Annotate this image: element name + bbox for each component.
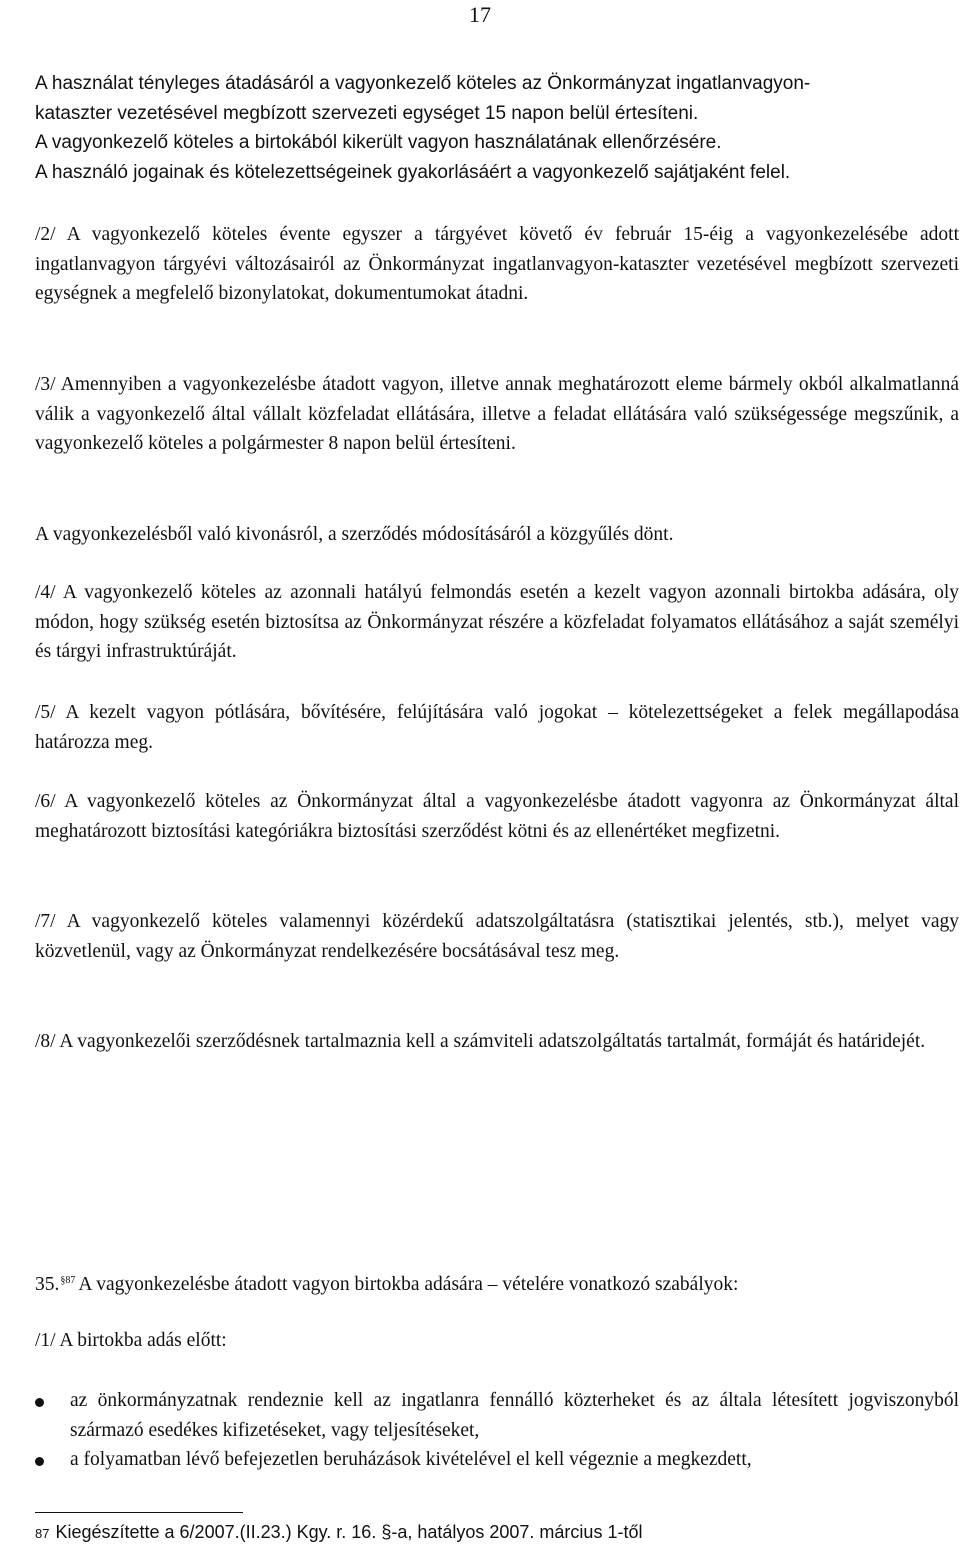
paragraph-3-continuation: A vagyonkezelésből való kivonásról, a szerződés módosításáról a közgyűlés dönt. (35, 524, 674, 545)
list-item-text: a folyamatban lévő befejezetlen beruházások kivételével el kell végeznie a megkezdett, (70, 1449, 752, 1470)
bullet-dot-icon (35, 1398, 44, 1407)
intro-line: A használó jogainak és kötelezettségeinek gyakorlásáért a vagyonkezelő sajátjaként felel. (35, 161, 791, 183)
bullet-list (35, 1386, 959, 1475)
list-item (35, 1386, 959, 1445)
section-35-heading (35, 1266, 959, 1300)
intro-line: A vagyonkezelő köteles a birtokából kikerült vagyon használatának ellenőrzésére. (35, 132, 722, 153)
paragraph-6: /6/ A vagyonkezelő köteles az Önkormányzat által a vagyonkezelésbe átadott vagyonra az Önkormányzat által meghatározott biztosítási kategóriákra biztosítási szerződést kötni és az ellenértéket megfizetni. (35, 791, 959, 842)
bullet-dot-icon (35, 1457, 44, 1466)
footnote-text: Kiegészítette a 6/2007.(II.23.) Kgy. r. 16. §-a, hatályos 2007. március 1-től (55, 1522, 643, 1542)
footnote-divider (35, 1512, 243, 1513)
paragraph-3: /3/ Amennyiben a vagyonkezelésbe átadott vagyon, illetve annak meghatározott eleme bármely okból alkalmatlanná válik a vagyonkezelő által vállalt közfeladat ellátására, illetve a feladat ellátására való szükségessége megszűnik, a vagyonkezelő köteles a polgármester 8 napon belül értesíteni. (35, 374, 959, 454)
intro-line: A használat tényleges átadásáról a vagyonkezelő köteles az Önkormányzat ingatlanvagyon- (35, 73, 811, 94)
paragraph-8: /8/ A vagyonkezelői szerződésnek tartalmaznia kell a számviteli adatszolgáltatás tartalmát, formáját és határidejét. (35, 1031, 926, 1052)
paragraph-5: /5/ A kezelt vagyon pótlására, bővítésére, felújítására való jogokat – kötelezettségeket a felek megállapodása határozza meg. (35, 702, 959, 753)
footnote (35, 1521, 642, 1545)
paragraph-1-before-handover: /1/ A birtokba adás előtt: (35, 1330, 227, 1351)
paragraph-7: /7/ A vagyonkezelő köteles valamennyi közérdekű adatszolgáltatásra (statisztikai jelentés, stb.), melyet vagy közvetlenül, vagy az Önkormányzat rendelkezésére bocsátásával tesz meg. (35, 911, 959, 962)
section-number: 35. (35, 1274, 60, 1295)
list-item (35, 1445, 959, 1475)
footnote-ref-number: 87 (65, 1275, 76, 1286)
list-item-text: az önkormányzatnak rendeznie kell az ingatlanra fennálló közterheket és az általa létesített jogviszonyból származó esedékes kifizetéseket, vagy teljesítéseket, (70, 1390, 959, 1441)
paragraph-2: /2/ A vagyonkezelő köteles évente egyszer a tárgyévet követő év február 15-éig a vagyonkezelésébe adott ingatlanvagyon tárgyévi változásairól az Önkormányzat ingatlanvagyon-kataszter vezetésével megbízott szervezeti egységnek a megfelelő bizonylatokat, dokumentumokat átadni. (35, 224, 959, 304)
footnote-reference[interactable] (60, 1275, 75, 1286)
paragraph-4: /4/ A vagyonkezelő köteles az azonnali hatályú felmondás esetén a kezelt vagyon azonnali birtokba adására, oly módon, hogy szükség esetén biztosítsa az Önkormányzat részére a közfeladat folyamatos ellátásához a saját személyi és tárgyi infrastruktúráját. (35, 582, 959, 662)
intro-line: kataszter vezetésével megbízott szervezeti egységet 15 napon belül értesíteni. (35, 102, 699, 124)
section-symbol: § (60, 1275, 66, 1286)
intro-paragraph (35, 69, 959, 187)
section-title: A vagyonkezelésbe átadott vagyon birtokba adására – vételére vonatkozó szabályok: (78, 1274, 739, 1295)
footnote-number: 87 (35, 1526, 50, 1541)
page-number: 17 (469, 2, 491, 27)
